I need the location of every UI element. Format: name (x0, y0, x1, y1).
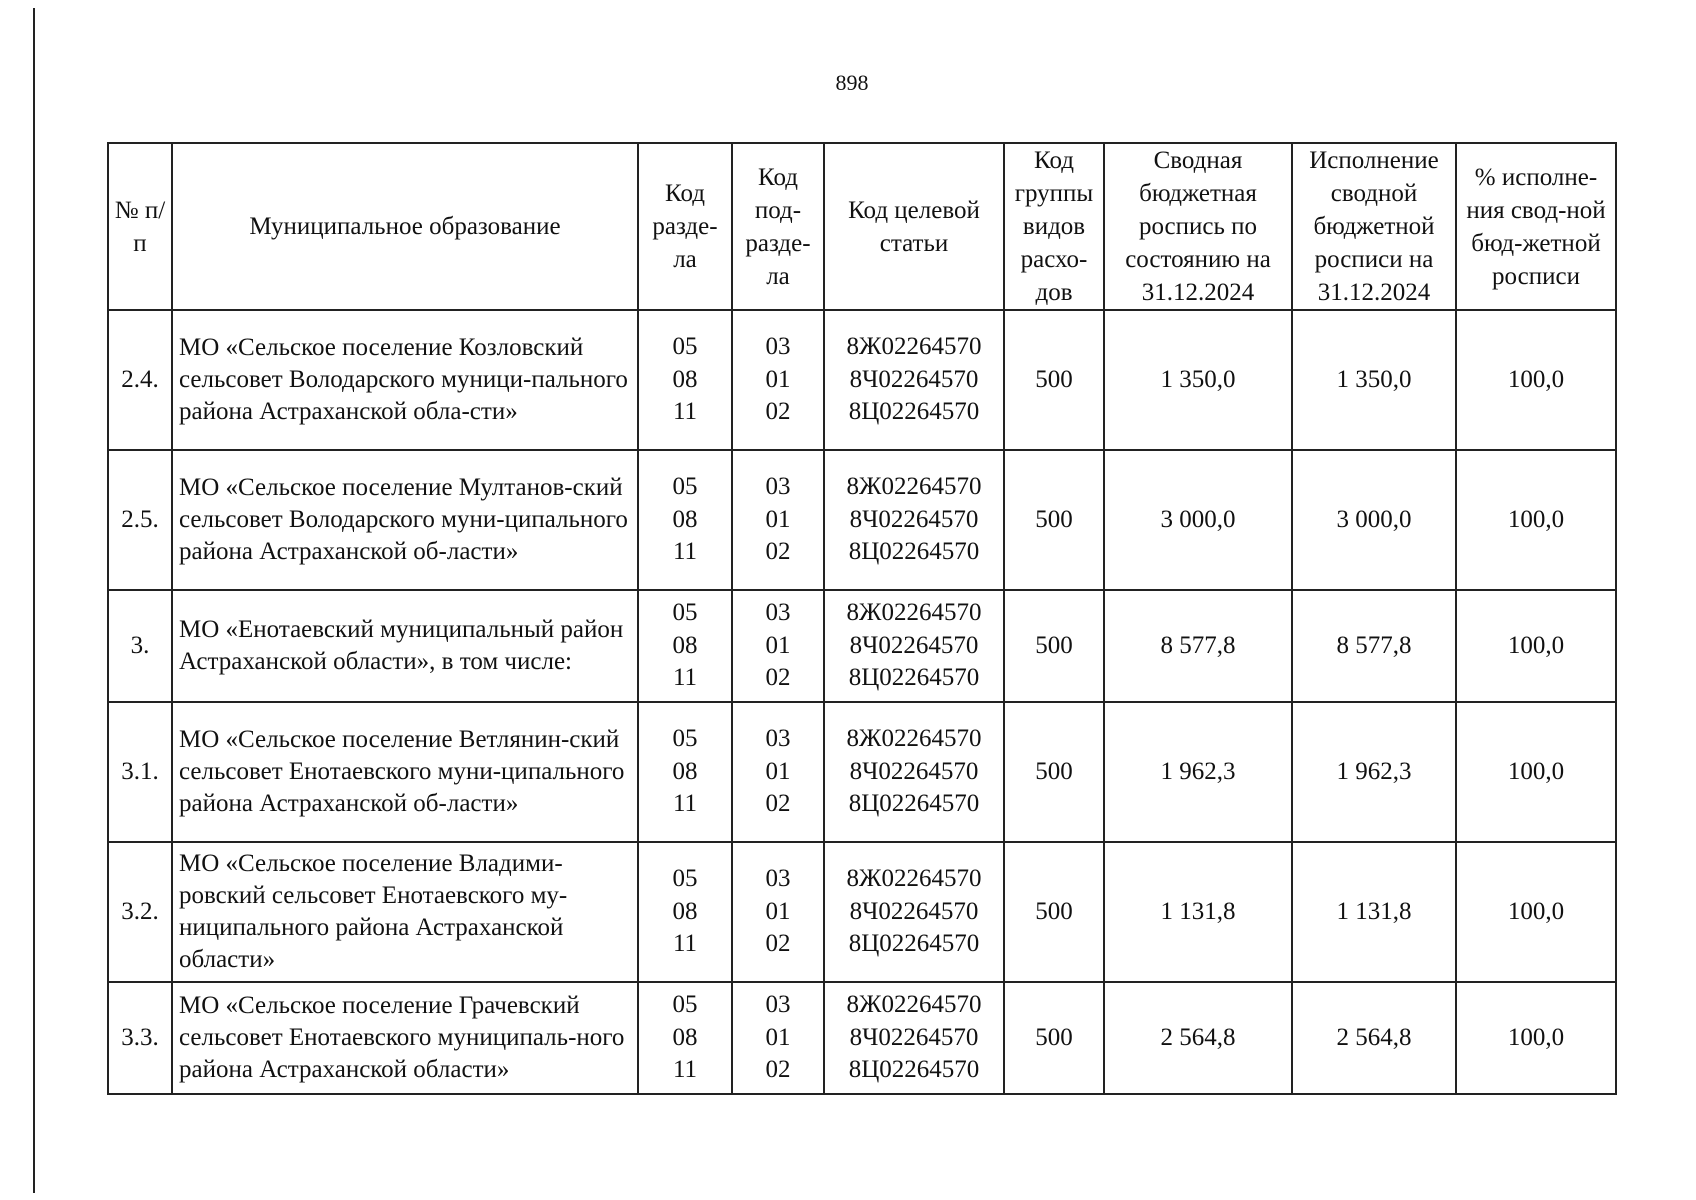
subsection-code: 01 (765, 1023, 791, 1051)
row-expense-group: 500 (1004, 982, 1104, 1094)
section-code: 05 (672, 725, 698, 753)
header-num-text: № п/п (114, 196, 166, 257)
row-section-codes (638, 702, 732, 842)
row-expense-group: 500 (1004, 702, 1104, 842)
header-expense-group-code (1004, 143, 1104, 310)
row-expense-group: 500 (1004, 590, 1104, 702)
target-code: 8Ч02264570 (849, 505, 979, 533)
header-budget-plan (1104, 143, 1292, 310)
target-code: 8Ч02264570 (849, 897, 979, 925)
header-expense-group-code-text: Код группы видов расхо-дов (1014, 147, 1094, 306)
row-municipality: МО «Енотаевский муниципальный район Астраханской области», в том числе: (172, 590, 638, 702)
header-percent-text: % исполне-ния свод-ной бюд-жетной росписи (1466, 163, 1606, 290)
section-code: 08 (672, 505, 698, 533)
budget-execution-table (107, 142, 1617, 1095)
target-code: 8Ц02264570 (848, 538, 980, 566)
row-percent: 100,0 (1456, 982, 1616, 1094)
header-municipality (172, 143, 638, 310)
binding-margin-line (33, 8, 35, 1193)
subsection-code: 01 (765, 631, 791, 659)
row-execution: 3 000,0 (1292, 450, 1456, 590)
row-budget-plan: 1 962,3 (1104, 702, 1292, 842)
row-municipality: МО «Сельское поселение Мултанов-ский сельсовет Володарского муни-ципального района Астраханской об-ласти» (172, 450, 638, 590)
header-section-code-text: Код разде-ла (652, 180, 718, 273)
header-num (108, 143, 172, 310)
section-code: 11 (672, 790, 698, 818)
subsection-code: 02 (765, 538, 791, 566)
subsection-code: 01 (765, 365, 791, 393)
row-target-codes (824, 842, 1004, 982)
header-target-code-text: Код целевой статьи (848, 196, 980, 257)
section-code: 08 (672, 897, 698, 925)
table-row (108, 590, 1616, 702)
row-budget-plan: 8 577,8 (1104, 590, 1292, 702)
row-target-codes (824, 310, 1004, 450)
row-num: 2.4. (108, 310, 172, 450)
section-code: 05 (672, 991, 698, 1019)
row-subsection-codes (732, 842, 824, 982)
subsection-code: 03 (765, 333, 791, 361)
row-expense-group: 500 (1004, 310, 1104, 450)
table-row (108, 310, 1616, 450)
row-num: 3.2. (108, 842, 172, 982)
subsection-code: 02 (765, 398, 791, 426)
section-code: 11 (672, 398, 698, 426)
row-expense-group: 500 (1004, 450, 1104, 590)
row-target-codes (824, 702, 1004, 842)
subsection-code: 02 (765, 930, 791, 958)
page-number-text: 898 (835, 70, 869, 95)
target-code: 8Ж02264570 (846, 333, 982, 361)
table-row (108, 702, 1616, 842)
target-code: 8Ч02264570 (849, 631, 979, 659)
row-execution: 1 131,8 (1292, 842, 1456, 982)
section-code: 11 (672, 664, 698, 692)
table-header-row (108, 143, 1616, 310)
row-municipality: МО «Сельское поселение Грачевский сельсовет Енотаевского муниципаль-ного района Астраханской области» (172, 982, 638, 1094)
row-municipality: МО «Сельское поселение Владими-ровский сельсовет Енотаевского му-ниципального района Астраханской области» (172, 842, 638, 982)
target-code: 8Ж02264570 (846, 991, 982, 1019)
subsection-code: 02 (765, 664, 791, 692)
table-row (108, 842, 1616, 982)
section-code: 05 (672, 599, 698, 627)
row-section-codes (638, 982, 732, 1094)
row-subsection-codes (732, 702, 824, 842)
target-code: 8Ц02264570 (848, 664, 980, 692)
row-subsection-codes (732, 450, 824, 590)
subsection-code: 02 (765, 790, 791, 818)
row-num: 3.1. (108, 702, 172, 842)
row-budget-plan: 1 131,8 (1104, 842, 1292, 982)
row-percent: 100,0 (1456, 590, 1616, 702)
header-municipality-text: Муниципальное образование (249, 213, 561, 240)
subsection-code: 01 (765, 897, 791, 925)
section-code: 05 (672, 333, 698, 361)
row-target-codes (824, 590, 1004, 702)
row-budget-plan: 2 564,8 (1104, 982, 1292, 1094)
header-percent (1456, 143, 1616, 310)
header-target-code (824, 143, 1004, 310)
subsection-code: 02 (765, 1056, 791, 1084)
section-code: 11 (672, 930, 698, 958)
target-code: 8Ц02264570 (848, 930, 980, 958)
row-percent: 100,0 (1456, 310, 1616, 450)
row-num: 3.3. (108, 982, 172, 1094)
section-code: 11 (672, 1056, 698, 1084)
row-percent: 100,0 (1456, 702, 1616, 842)
section-code: 11 (672, 538, 698, 566)
row-percent: 100,0 (1456, 842, 1616, 982)
header-execution-text: Исполнение сводной бюджетной росписи на 31.12.2024 (1309, 147, 1439, 306)
table-row (108, 982, 1616, 1094)
header-budget-plan-text: Сводная бюджетная роспись по состоянию на 31.12.2024 (1125, 147, 1271, 306)
row-subsection-codes (732, 310, 824, 450)
table-row (108, 450, 1616, 590)
section-code: 08 (672, 1023, 698, 1051)
subsection-code: 03 (765, 991, 791, 1019)
target-code: 8Ц02264570 (848, 398, 980, 426)
row-subsection-codes (732, 982, 824, 1094)
row-section-codes (638, 590, 732, 702)
row-execution: 1 962,3 (1292, 702, 1456, 842)
target-code: 8Ч02264570 (849, 365, 979, 393)
section-code: 05 (672, 865, 698, 893)
header-subsection-code-text: Код под-разде-ла (745, 163, 811, 290)
row-expense-group: 500 (1004, 842, 1104, 982)
target-code: 8Ц02264570 (848, 790, 980, 818)
row-section-codes (638, 310, 732, 450)
target-code: 8Ж02264570 (846, 599, 982, 627)
section-code: 08 (672, 757, 698, 785)
row-subsection-codes (732, 590, 824, 702)
row-percent: 100,0 (1456, 450, 1616, 590)
target-code: 8Ж02264570 (846, 473, 982, 501)
section-code: 08 (672, 631, 698, 659)
target-code: 8Ч02264570 (849, 1023, 979, 1051)
row-municipality: МО «Сельское поселение Козловский сельсовет Володарского муници-пального района Астраханской обла-сти» (172, 310, 638, 450)
row-execution: 8 577,8 (1292, 590, 1456, 702)
row-section-codes (638, 450, 732, 590)
subsection-code: 01 (765, 505, 791, 533)
target-code: 8Ц02264570 (848, 1056, 980, 1084)
subsection-code: 03 (765, 473, 791, 501)
row-num: 3. (108, 590, 172, 702)
row-budget-plan: 1 350,0 (1104, 310, 1292, 450)
row-execution: 2 564,8 (1292, 982, 1456, 1094)
subsection-code: 01 (765, 757, 791, 785)
row-num: 2.5. (108, 450, 172, 590)
row-budget-plan: 3 000,0 (1104, 450, 1292, 590)
header-subsection-code (732, 143, 824, 310)
row-municipality: МО «Сельское поселение Ветлянин-ский сельсовет Енотаевского муни-ципального района Астраханской об-ласти» (172, 702, 638, 842)
subsection-code: 03 (765, 865, 791, 893)
page-number (0, 70, 1696, 96)
section-code: 08 (672, 365, 698, 393)
row-section-codes (638, 842, 732, 982)
subsection-code: 03 (765, 599, 791, 627)
subsection-code: 03 (765, 725, 791, 753)
target-code: 8Ж02264570 (846, 865, 982, 893)
header-execution (1292, 143, 1456, 310)
target-code: 8Ч02264570 (849, 757, 979, 785)
row-target-codes (824, 982, 1004, 1094)
row-execution: 1 350,0 (1292, 310, 1456, 450)
row-target-codes (824, 450, 1004, 590)
section-code: 05 (672, 473, 698, 501)
target-code: 8Ж02264570 (846, 725, 982, 753)
header-section-code (638, 143, 732, 310)
